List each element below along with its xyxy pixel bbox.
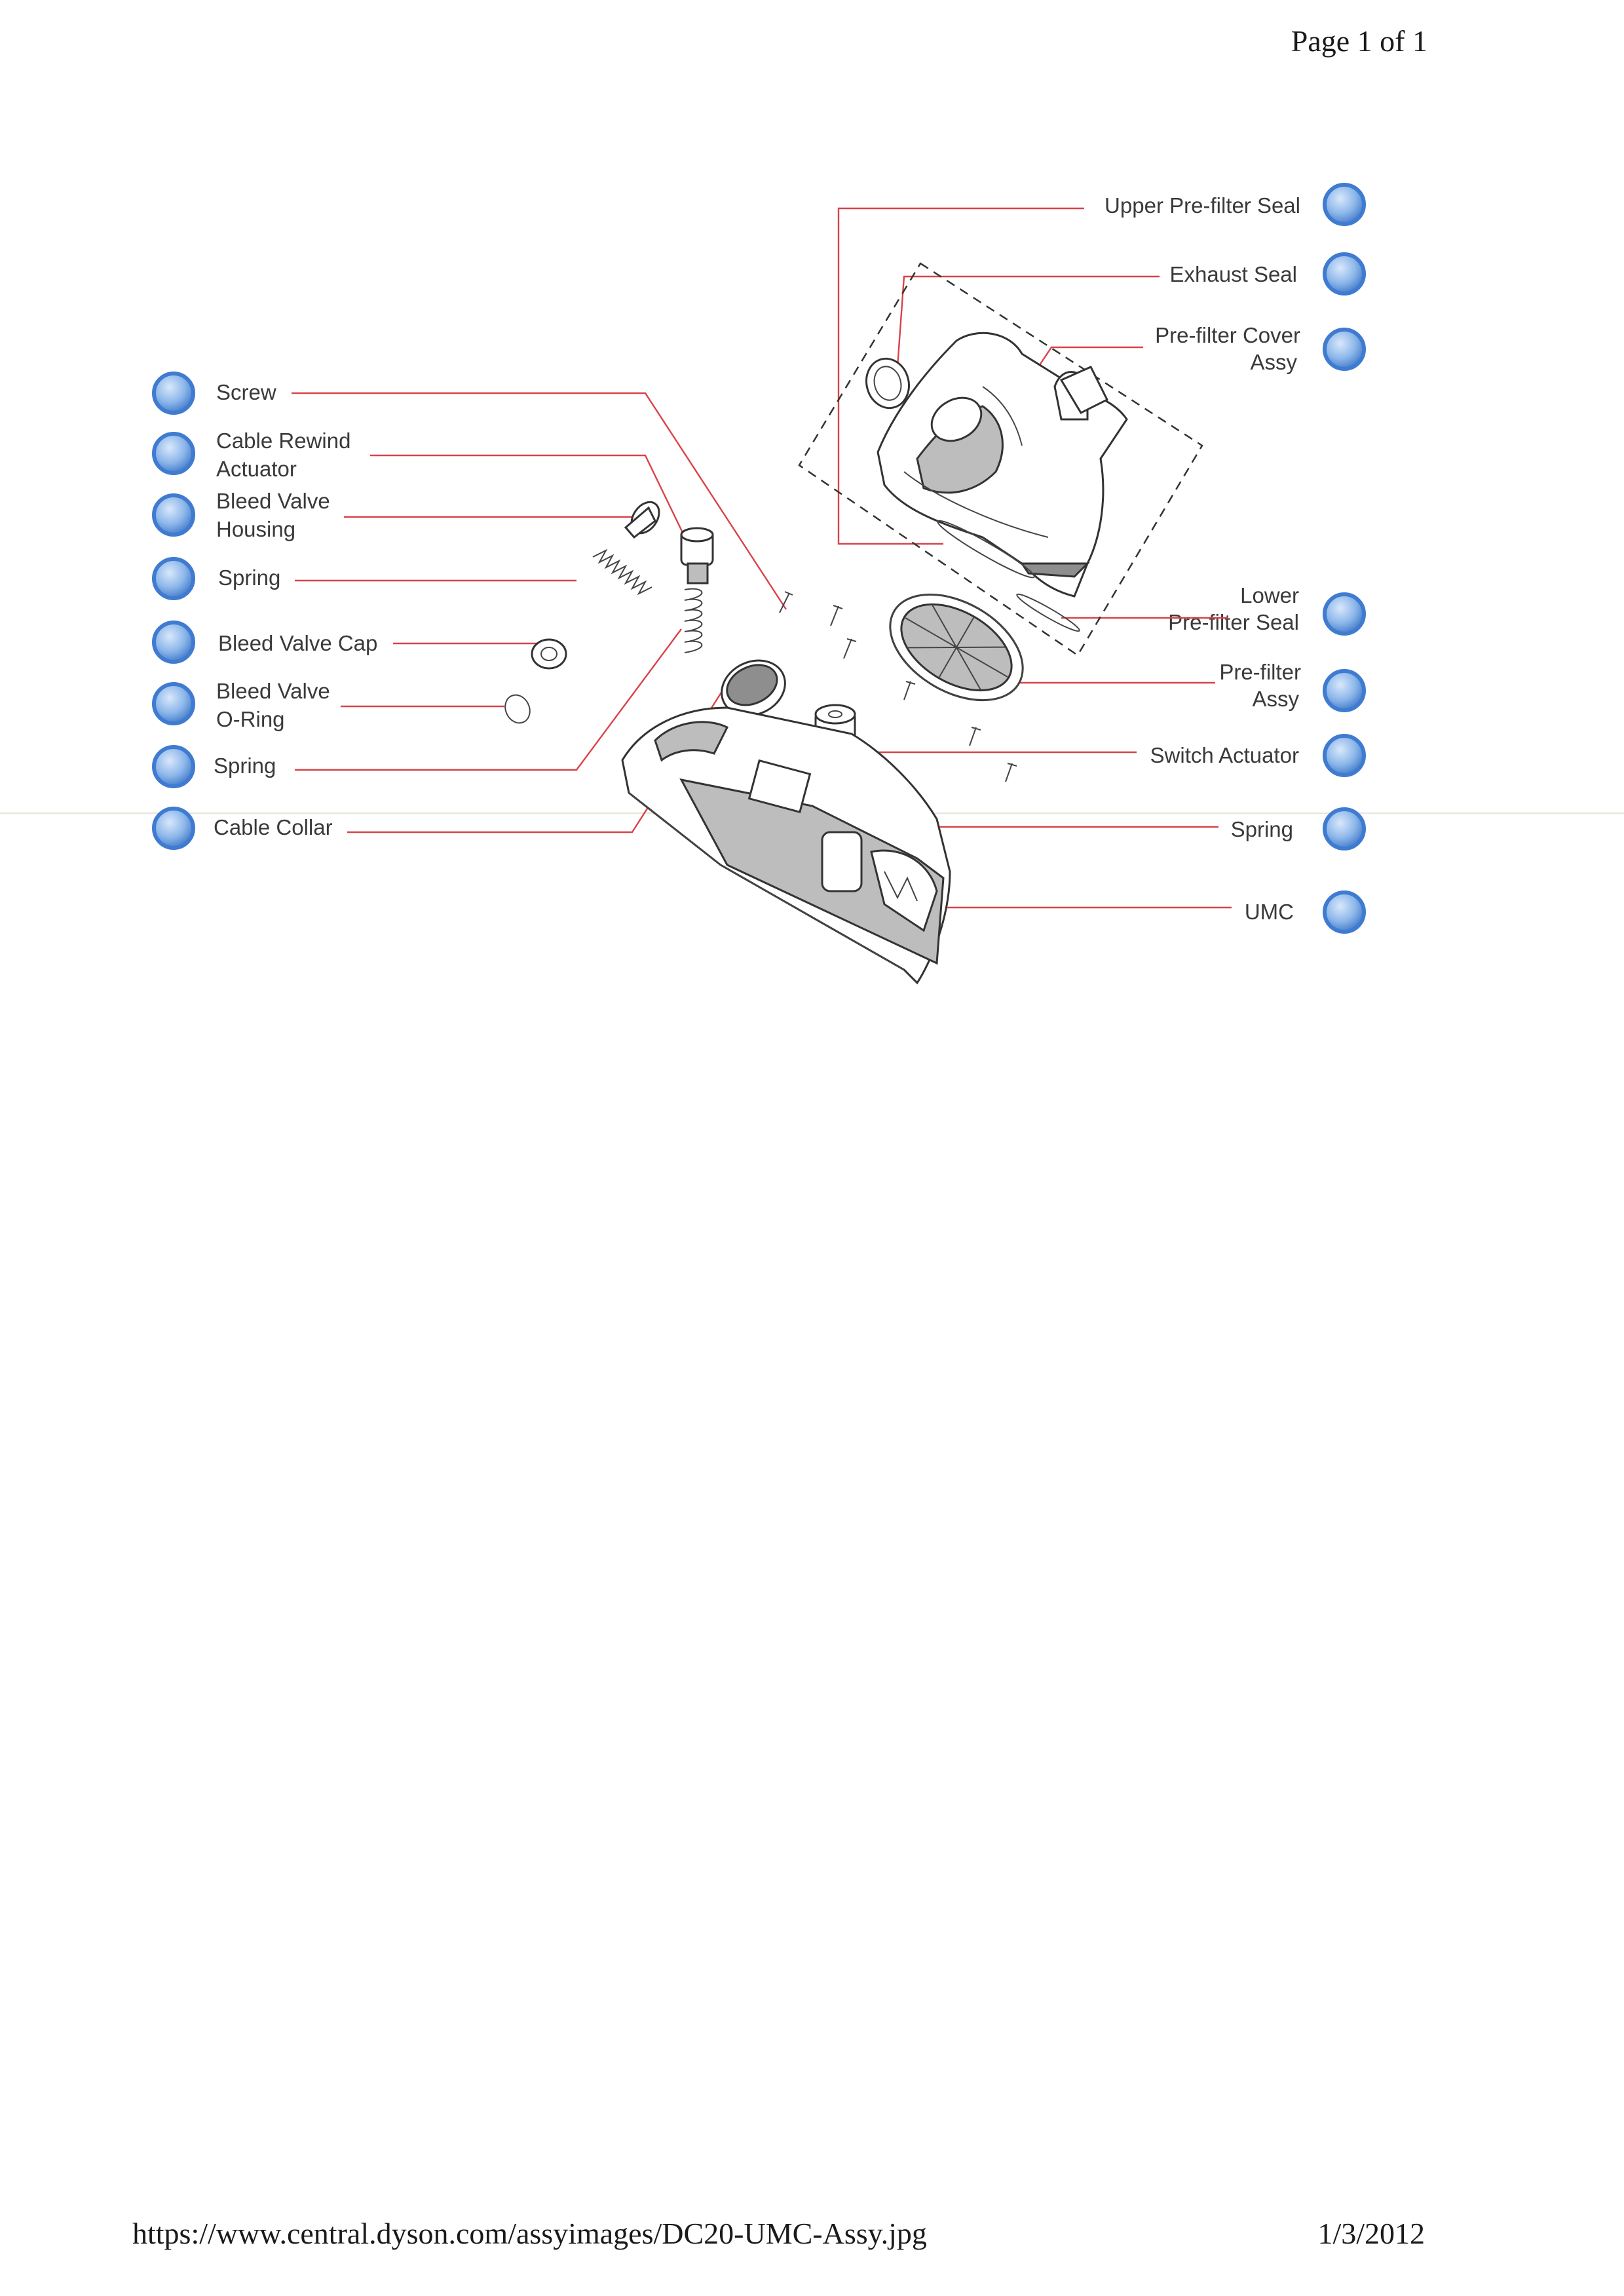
label-exhaust-seal: Exhaust Seal [1169, 262, 1297, 286]
label-cable-rewind-actuator-line2: Actuator [216, 457, 297, 481]
leader-screw [292, 393, 786, 609]
right-labels [1105, 193, 1301, 924]
footer-date: 1/3/2012 [1317, 2217, 1425, 2250]
label-spring-lower-left: Spring [214, 754, 276, 778]
marker-dot-bleed-valve-cap[interactable] [154, 622, 193, 662]
pre-filter-cover-part [878, 333, 1127, 596]
bleed-valve-o-ring-part [500, 691, 534, 727]
spring-upper-left-part [593, 550, 652, 594]
parts-illustration [500, 263, 1202, 983]
spring-lower-left-part [685, 589, 702, 653]
pre-filter-assy-part [872, 573, 1042, 722]
label-pre-filter-assy-line1: Pre-filter [1219, 660, 1301, 684]
label-lower-pre-filter-seal-line1: Lower [1240, 583, 1299, 607]
label-spring-right: Spring [1230, 817, 1293, 841]
marker-dot-pre-filter-cover-assy[interactable] [1325, 330, 1364, 369]
marker-dot-pre-filter-assy[interactable] [1325, 671, 1364, 710]
label-pre-filter-cover-assy-line2: Assy [1250, 350, 1297, 374]
marker-dot-exhaust-seal[interactable] [1325, 254, 1364, 294]
screw-3 [844, 639, 856, 659]
screw-2 [831, 605, 842, 626]
label-bleed-valve-housing-line2: Housing [216, 517, 296, 541]
marker-dot-cable-rewind-actuator[interactable] [154, 434, 193, 473]
label-lower-pre-filter-seal-line2: Pre-filter Seal [1168, 610, 1299, 634]
marker-dot-spring-upper-left[interactable] [154, 559, 193, 598]
label-bleed-valve-o-ring-line1: Bleed Valve [216, 679, 330, 703]
footer-url: https://www.central.dyson.com/assyimages/DC20-UMC-Assy.jpg [132, 2217, 927, 2250]
label-bleed-valve-housing-line1: Bleed Valve [216, 489, 330, 513]
marker-dot-umc[interactable] [1325, 892, 1364, 932]
label-spring-upper-left: Spring [218, 565, 281, 590]
label-upper-pre-filter-seal: Upper Pre-filter Seal [1105, 193, 1300, 218]
marker-dot-upper-pre-filter-seal[interactable] [1325, 185, 1364, 224]
marker-dot-bleed-valve-o-ring[interactable] [154, 684, 193, 723]
label-screw: Screw [216, 380, 276, 404]
right-marker-dots [1325, 185, 1364, 932]
page-number: Page 1 of 1 [1291, 24, 1427, 58]
marker-dot-switch-actuator[interactable] [1325, 736, 1364, 775]
bleed-valve-housing-part [626, 497, 665, 538]
label-switch-actuator: Switch Actuator [1150, 743, 1299, 767]
screw-5 [970, 727, 981, 746]
label-umc: UMC [1244, 900, 1294, 924]
bleed-valve-cap-part [532, 640, 566, 668]
label-cable-rewind-actuator-line1: Cable Rewind [216, 429, 351, 453]
screw-6 [1006, 763, 1017, 782]
leader-exhaust-seal [897, 277, 1160, 367]
cable-rewind-actuator-part [681, 528, 713, 583]
marker-dot-cable-collar[interactable] [154, 809, 193, 848]
label-pre-filter-assy-line2: Assy [1252, 687, 1299, 711]
marker-dot-screw[interactable] [154, 373, 193, 413]
label-bleed-valve-cap: Bleed Valve Cap [218, 631, 378, 655]
label-pre-filter-cover-assy-line1: Pre-filter Cover [1155, 323, 1300, 347]
marker-dot-bleed-valve-housing[interactable] [154, 495, 193, 535]
label-bleed-valve-o-ring-line2: O-Ring [216, 707, 285, 731]
umc-part [622, 708, 950, 983]
marker-dot-spring-lower-left[interactable] [154, 747, 193, 786]
marker-dot-spring-right[interactable] [1325, 809, 1364, 849]
label-cable-collar: Cable Collar [214, 815, 333, 839]
screw-4 [904, 681, 915, 700]
lower-pre-filter-seal-part [1015, 590, 1082, 634]
left-marker-dots [154, 373, 193, 848]
marker-dot-lower-pre-filter-seal[interactable] [1325, 594, 1364, 634]
